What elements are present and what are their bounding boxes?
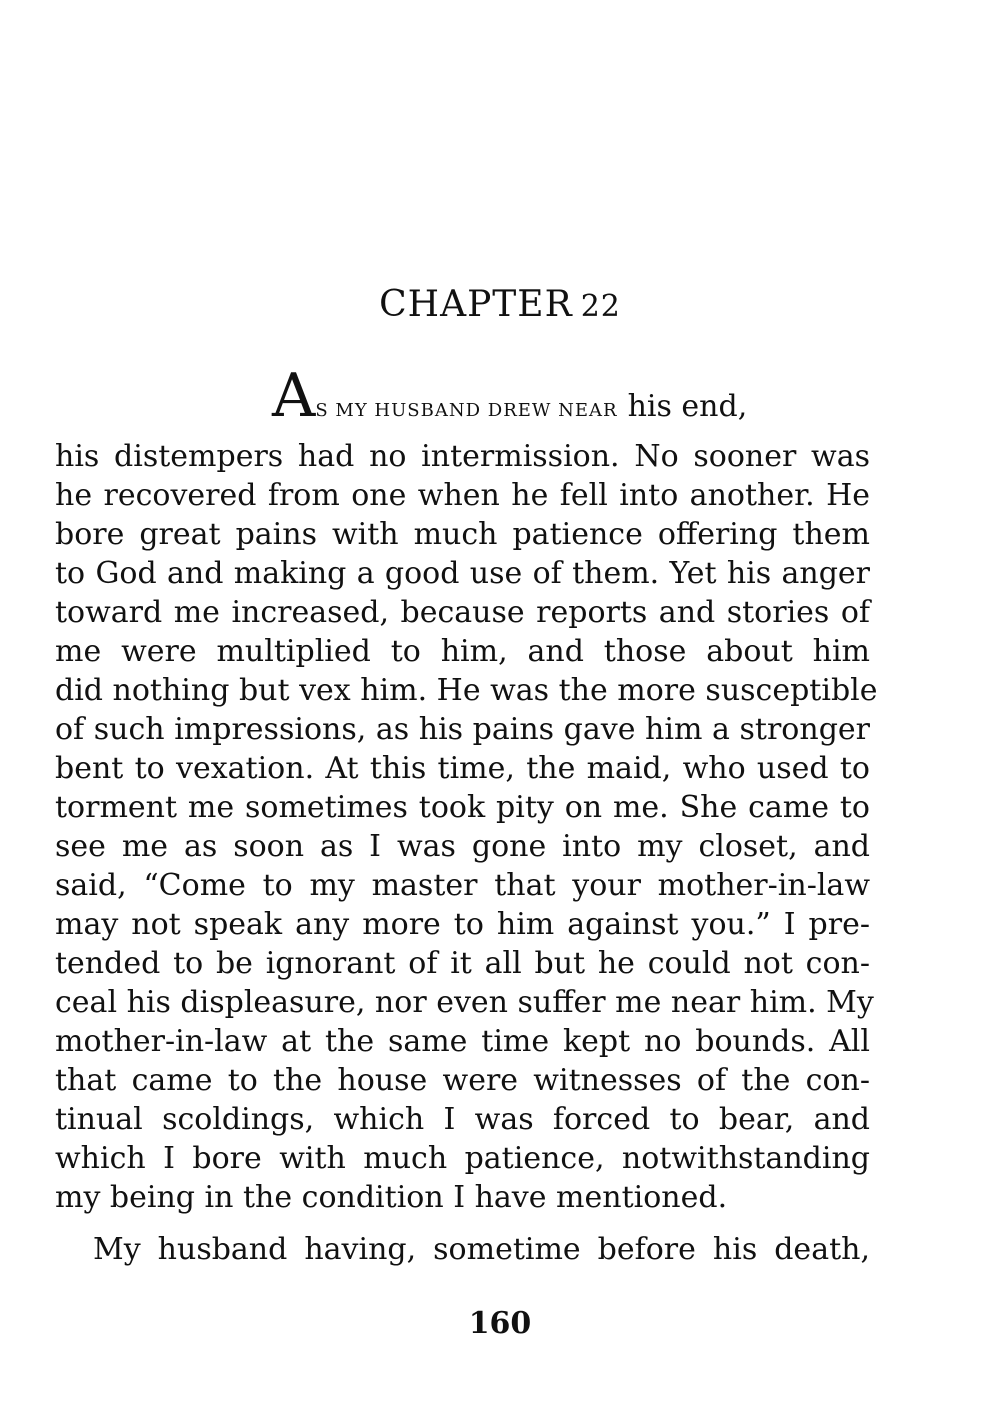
opening-rest: his end, xyxy=(627,389,748,424)
text-line: torment me sometimes took pity on me. She came to xyxy=(55,790,870,825)
page-number: 160 xyxy=(468,1306,532,1341)
text-line: that came to the house were witnesses of the con- xyxy=(55,1063,870,1098)
small-caps-lead: S MY HUSBAND DREW NEAR xyxy=(315,400,618,421)
text-line: which I bore with much patience, notwithstanding xyxy=(55,1141,870,1176)
text-line: to God and making a good use of them. Yet his anger xyxy=(55,556,870,591)
text-line: mother-in-law at the same time kept no bounds. All xyxy=(55,1024,870,1059)
text-line: tended to be ignorant of it all but he could not con- xyxy=(55,946,870,981)
text-line: did nothing but vex him. He was the more susceptible xyxy=(55,673,878,708)
text-line: may not speak any more to him against you.” I pre- xyxy=(55,907,870,942)
text-line: of such impressions, as his pains gave him a stronger xyxy=(55,712,870,747)
text-line: his distempers had no intermission. No sooner was xyxy=(55,439,870,474)
text-line: said, “Come to my master that your mother-in-law xyxy=(55,868,870,903)
text-line: bore great pains with much patience offering them xyxy=(55,517,870,552)
text-line: he recovered from one when he fell into another. He xyxy=(55,478,870,513)
text-line: my being in the condition I have mentioned. xyxy=(55,1180,728,1215)
text-line: me were multiplied to him, and those about him xyxy=(55,634,870,669)
drop-cap: A xyxy=(272,361,316,431)
chapter-heading xyxy=(0,284,1000,325)
text-line: bent to vexation. At this time, the maid, who used to xyxy=(55,751,870,786)
chapter-number: 22 xyxy=(580,289,621,324)
text-line: ceal his displeasure, nor even suffer me near him. My xyxy=(55,985,874,1020)
opening-line xyxy=(272,361,872,431)
text-line: tinual scoldings, which I was forced to bear, and xyxy=(55,1102,870,1137)
paragraph-2: My husband having, sometime before his death, xyxy=(93,1232,870,1267)
text-line: toward me increased, because reports and stories of xyxy=(55,595,870,630)
paragraph-1 xyxy=(55,437,878,1217)
chapter-label: CHAPTER xyxy=(379,284,573,325)
text-line: see me as soon as I was gone into my closet, and xyxy=(55,829,870,864)
